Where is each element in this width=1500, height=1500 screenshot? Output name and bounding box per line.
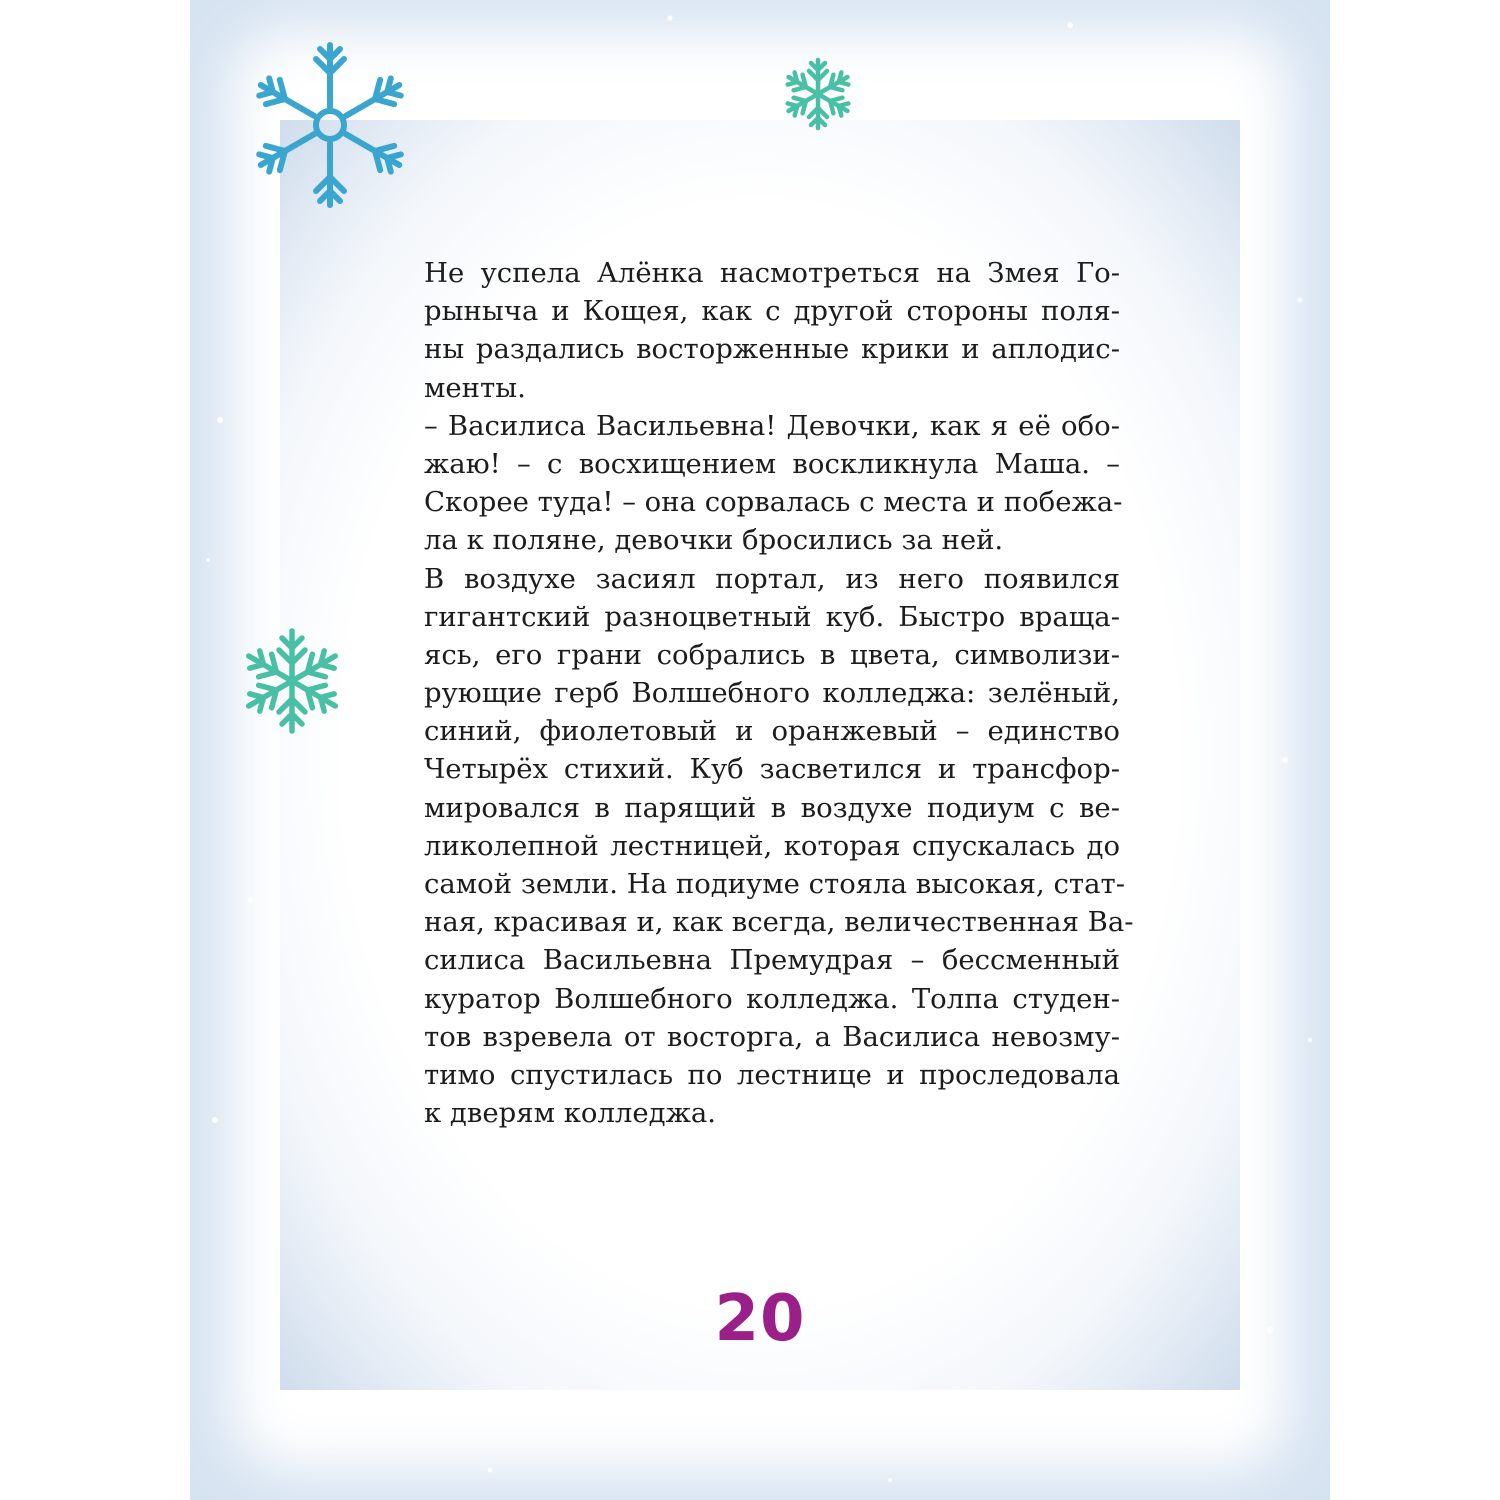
text-line: В воздухе засиял портал, из него появился bbox=[424, 562, 1120, 595]
paragraph-2 bbox=[424, 407, 1123, 560]
text-line: тимо спустилась по лестнице и проследовала bbox=[424, 1058, 1120, 1091]
text-line: рыныча и Кощея, как с другой стороны поля- bbox=[424, 295, 1120, 328]
text-line: самой земли. На подиуме стояла высокая, стат- bbox=[424, 868, 1125, 900]
text-line: силиса Васильевна Премудрая – бессменный bbox=[424, 944, 1120, 977]
text-line: куратор Волшебного колледжа. Толпа студен- bbox=[424, 982, 1120, 1015]
story-text bbox=[424, 254, 1134, 1132]
mid-snowflake-icon bbox=[236, 628, 348, 734]
text-line: ная, красивая и, как всегда, величественная Ва- bbox=[424, 906, 1134, 939]
text-line: Четырёх стихий. Куб засветился и трансфор- bbox=[424, 753, 1120, 786]
text-line: ясь, его грани собрались в цвета, символизи- bbox=[424, 638, 1120, 671]
book-page bbox=[190, 0, 1330, 1500]
page-number: 20 bbox=[714, 1282, 806, 1356]
text-line: жаю! – с восхищением воскликнула Маша. – bbox=[424, 447, 1120, 480]
text-line: синий, фиолетовый и оранжевый – единство bbox=[424, 715, 1120, 748]
text-line: мировался в парящий в воздухе подиум с ве- bbox=[424, 791, 1120, 824]
text-line: ликолепной лестницей, которая спускалась до bbox=[424, 829, 1120, 862]
text-line: к дверям колледжа. bbox=[424, 1097, 717, 1130]
paragraph-1 bbox=[424, 254, 1120, 407]
small-snowflake-icon bbox=[780, 56, 856, 132]
text-line: – Василиса Васильевна! Девочки, как я её обо- bbox=[424, 409, 1120, 442]
text-line: гигантский разноцветный куб. Быстро враща- bbox=[424, 600, 1120, 633]
text-line: Не успела Алёнка насмотреться на Змея Го- bbox=[424, 257, 1120, 289]
paragraph-3 bbox=[424, 560, 1134, 1133]
text-line: Скорее туда! – она сорвалась с места и побежа- bbox=[424, 486, 1123, 519]
text-line: менты. bbox=[424, 371, 526, 404]
text-line: рующие герб Волшебного колледжа: зелёный, bbox=[424, 677, 1120, 710]
large-snowflake-icon bbox=[240, 40, 420, 210]
text-line: ла к поляне, девочки бросились за ней. bbox=[424, 524, 1004, 557]
text-line: тов взревела от восторга, а Василиса невозму- bbox=[424, 1020, 1120, 1053]
text-line: ны раздались восторженные крики и аплодис- bbox=[424, 333, 1120, 366]
